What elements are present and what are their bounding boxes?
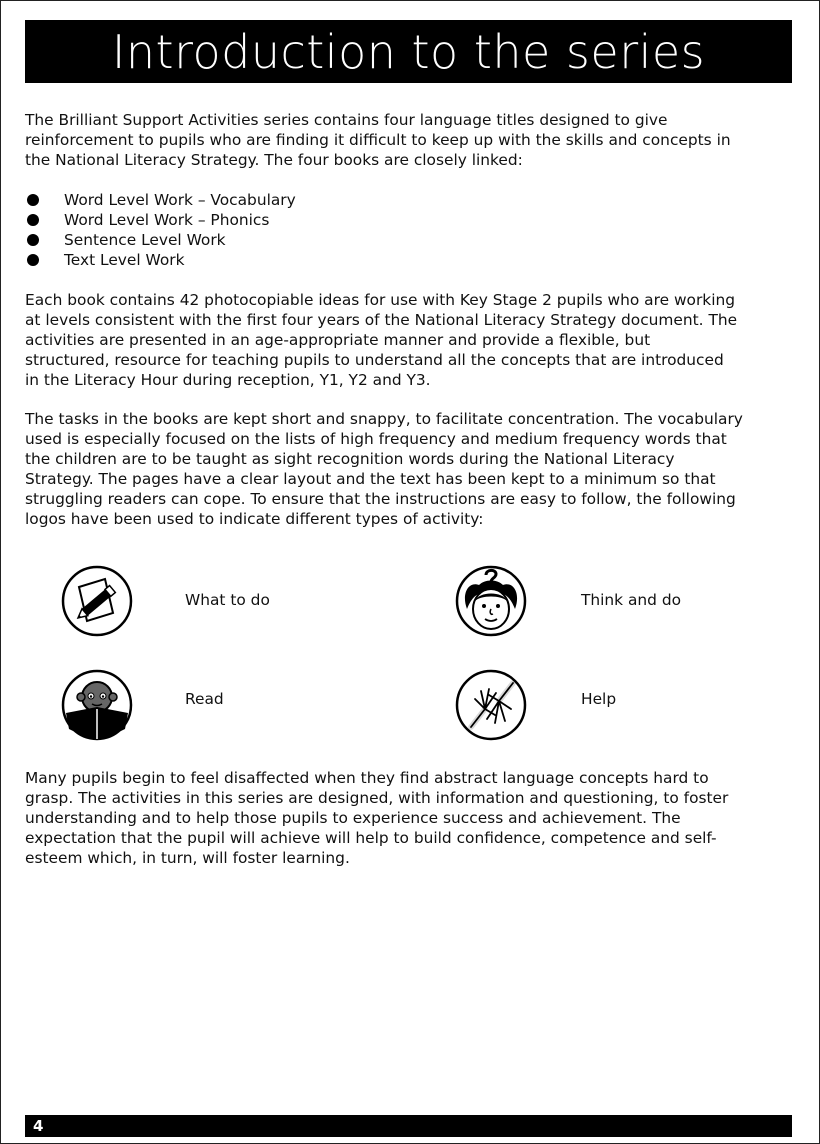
reading-child-icon [61, 669, 133, 741]
what-to-do-label: What to do [185, 591, 270, 609]
bullet-icon [27, 214, 39, 226]
list-item: Word Level Work – Vocabulary [25, 190, 296, 210]
page-title: Introduction to the series [111, 24, 706, 79]
bullet-icon [27, 254, 39, 266]
read-label: Read [185, 690, 224, 708]
intro-paragraph: The Brilliant Support Activities series contains four language titles designed to give reinforcement to pupils who are finding it difficult to keep up with the skills and concepts in the National Literacy Strategy. The four books are closely linked: [25, 111, 731, 169]
page-number: 4 [33, 1117, 44, 1135]
pencil-paper-icon [61, 565, 133, 637]
list-item: Word Level Work – Phonics [25, 210, 296, 230]
footer-bar [25, 1115, 792, 1137]
list-item: Sentence Level Work [25, 230, 296, 250]
think-and-do-label: Think and do [581, 591, 682, 609]
closing-paragraph: Many pupils begin to feel disaffected when they find abstract language concepts hard to grasp. The activities in this series are designed, with information and questioning, to foster understanding and to help those pupils to experience success and achievement. The expectation that the pupil will achieve will help to build confidence, competence and self- esteem which, in turn, will foster learning. [25, 769, 729, 867]
helping-hands-icon [455, 669, 527, 741]
help-label: Help [581, 690, 617, 708]
title-bar [25, 20, 792, 83]
tasks-description-paragraph: The tasks in the books are kept short and snappy, to facilitate concentration. The vocabulary used is especially focused on the lists of high frequency and medium frequency words that the children are to be taught as sight recognition words during the National Literacy Strategy. The pages have a clear layout and the text has been kept to a minimum so that struggling readers can cope. To ensure that the instructions are easy to follow, the following logos have been used to indicate different types of activity: [25, 410, 743, 528]
thinking-face-icon [455, 565, 527, 637]
bullet-icon [27, 194, 39, 206]
book-title-list [25, 190, 296, 270]
books-description-paragraph: Each book contains 42 photocopiable ideas for use with Key Stage 2 pupils who are working at levels consistent with the first four years of the National Literacy Strategy document. The activities are presented in an age-appropriate manner and provide a flexible, but structured, resource for teaching pupils to understand all the concepts that are introduced in the Literacy Hour during reception, Y1, Y2 and Y3. [25, 291, 738, 389]
bullet-icon [27, 234, 39, 246]
list-item: Text Level Work [25, 250, 296, 270]
